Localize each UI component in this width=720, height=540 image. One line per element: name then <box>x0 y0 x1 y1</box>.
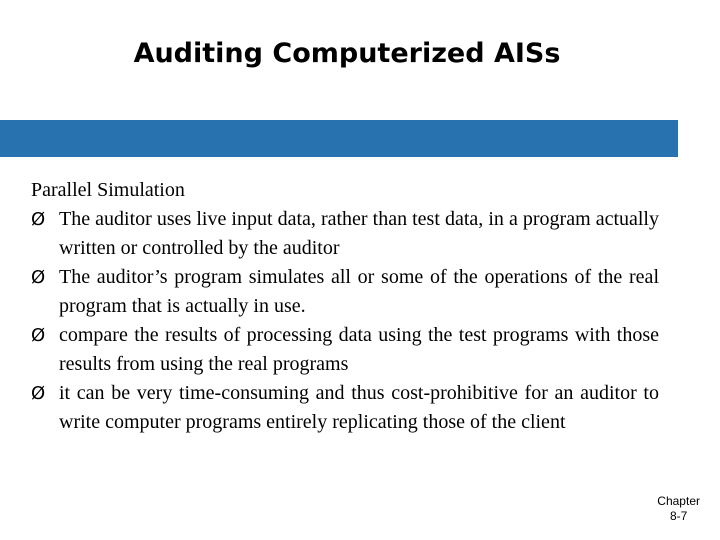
arrow-bullet-icon: Ø <box>31 209 46 230</box>
bullet-item <box>31 321 659 379</box>
bullet-item <box>31 379 659 437</box>
bullet-item <box>31 205 659 263</box>
arrow-bullet-icon: Ø <box>31 267 46 288</box>
page-number: 8-7 <box>669 509 688 523</box>
arrow-bullet-icon: Ø <box>31 325 46 346</box>
slide-content <box>31 176 659 437</box>
bullet-item <box>31 263 659 321</box>
slide-title: Auditing Computerized AISs <box>133 38 561 69</box>
title-accent-bar <box>0 120 678 157</box>
arrow-bullet-icon: Ø <box>31 383 46 404</box>
bullet-text: it can be very time-consuming and thus cost-prohibitive for an auditor to write computer programs entirely replicating those of the client <box>59 382 659 433</box>
bullet-list <box>31 205 659 437</box>
section-heading: Parallel Simulation <box>31 179 185 201</box>
bullet-text: compare the results of processing data using the test programs with those results from using the real programs <box>59 324 659 375</box>
chapter-page-label <box>657 494 700 524</box>
bullet-text: The auditor’s program simulates all or some of the operations of the real program that is actually in use. <box>59 266 659 317</box>
bullet-text: The auditor uses live input data, rather than test data, in a program actually written or controlled by the auditor <box>59 208 659 259</box>
chapter-label: Chapter <box>657 494 700 508</box>
